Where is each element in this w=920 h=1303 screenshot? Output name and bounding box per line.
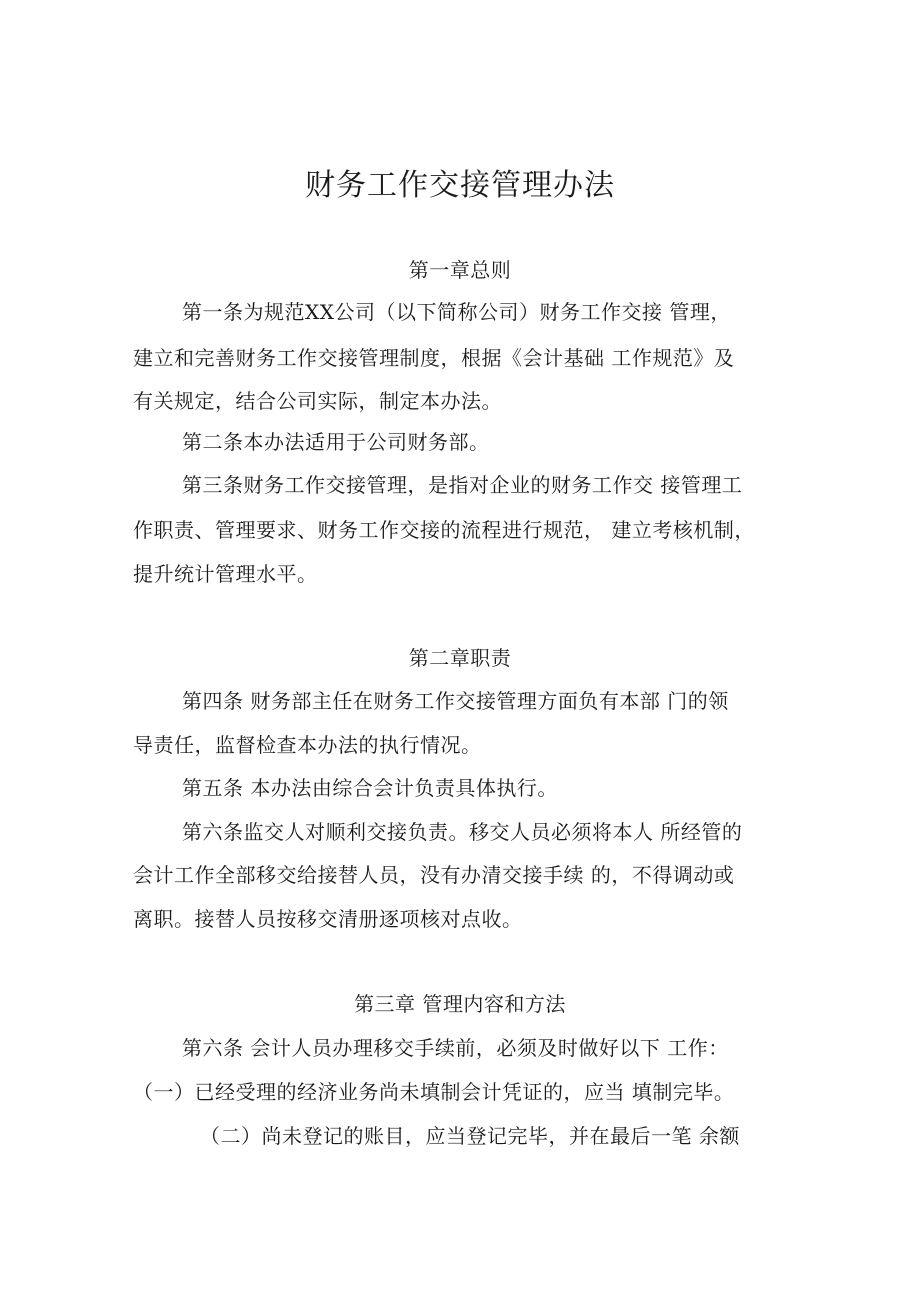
paragraph-line: 作职责、管理要求、财务工作交接的流程进行规范， 建立考核机制， xyxy=(133,518,755,542)
paragraph-line: 提升统计管理水平。 xyxy=(133,562,318,586)
document-title: 财务工作交接管理办法 xyxy=(305,168,615,203)
paragraph-line: 第五条 本办法由综合会计负责具体执行。 xyxy=(182,776,558,800)
list-item: （一）已经受理的经济业务尚未填制会计凭证的，应当 填制完毕。 xyxy=(133,1080,735,1104)
paragraph-line: 第六条 会计人员办理移交手续前，必须及时做好以下 工作： xyxy=(182,1036,729,1060)
paragraph-line: 有关规定，结合公司实际，制定本办法。 xyxy=(133,389,502,413)
chapter-heading: 第三章 管理内容和方法 xyxy=(354,992,566,1016)
paragraph-line: 第三条财务工作交接管理，是指对企业的财务工作交 接管理工 xyxy=(182,473,743,497)
paragraph-line: 导责任，监督检查本办法的执行情况。 xyxy=(133,733,482,757)
paragraph-line: 会计工作全部移交给接替人员，没有办清交接手续 的，不得调动或 xyxy=(133,863,735,887)
paragraph-line: 建立和完善财务工作交接管理制度，根据《会计基础 工作规范》及 xyxy=(133,346,735,370)
paragraph-line: 第六条监交人对顺利交接负责。移交人员必须将本人 所经管的 xyxy=(182,820,743,844)
paragraph-line: 离职。接替人员按移交清册逐项核对点收。 xyxy=(133,907,523,931)
chapter-heading: 第一章总则 xyxy=(408,258,512,282)
chapter-heading: 第二章职责 xyxy=(408,646,512,670)
paragraph-line: 第四条 财务部主任在财务工作交接管理方面负有本部 门的领 xyxy=(182,689,729,713)
paragraph-line: 第二条本办法适用于公司财务部。 xyxy=(182,430,490,454)
list-item: （二）尚未登记的账目，应当登记完毕，并在最后一笔 余额 xyxy=(200,1124,740,1148)
paragraph-line: 第一条为规范XX公司（以下简称公司）财务工作交接 管理， xyxy=(182,300,731,324)
